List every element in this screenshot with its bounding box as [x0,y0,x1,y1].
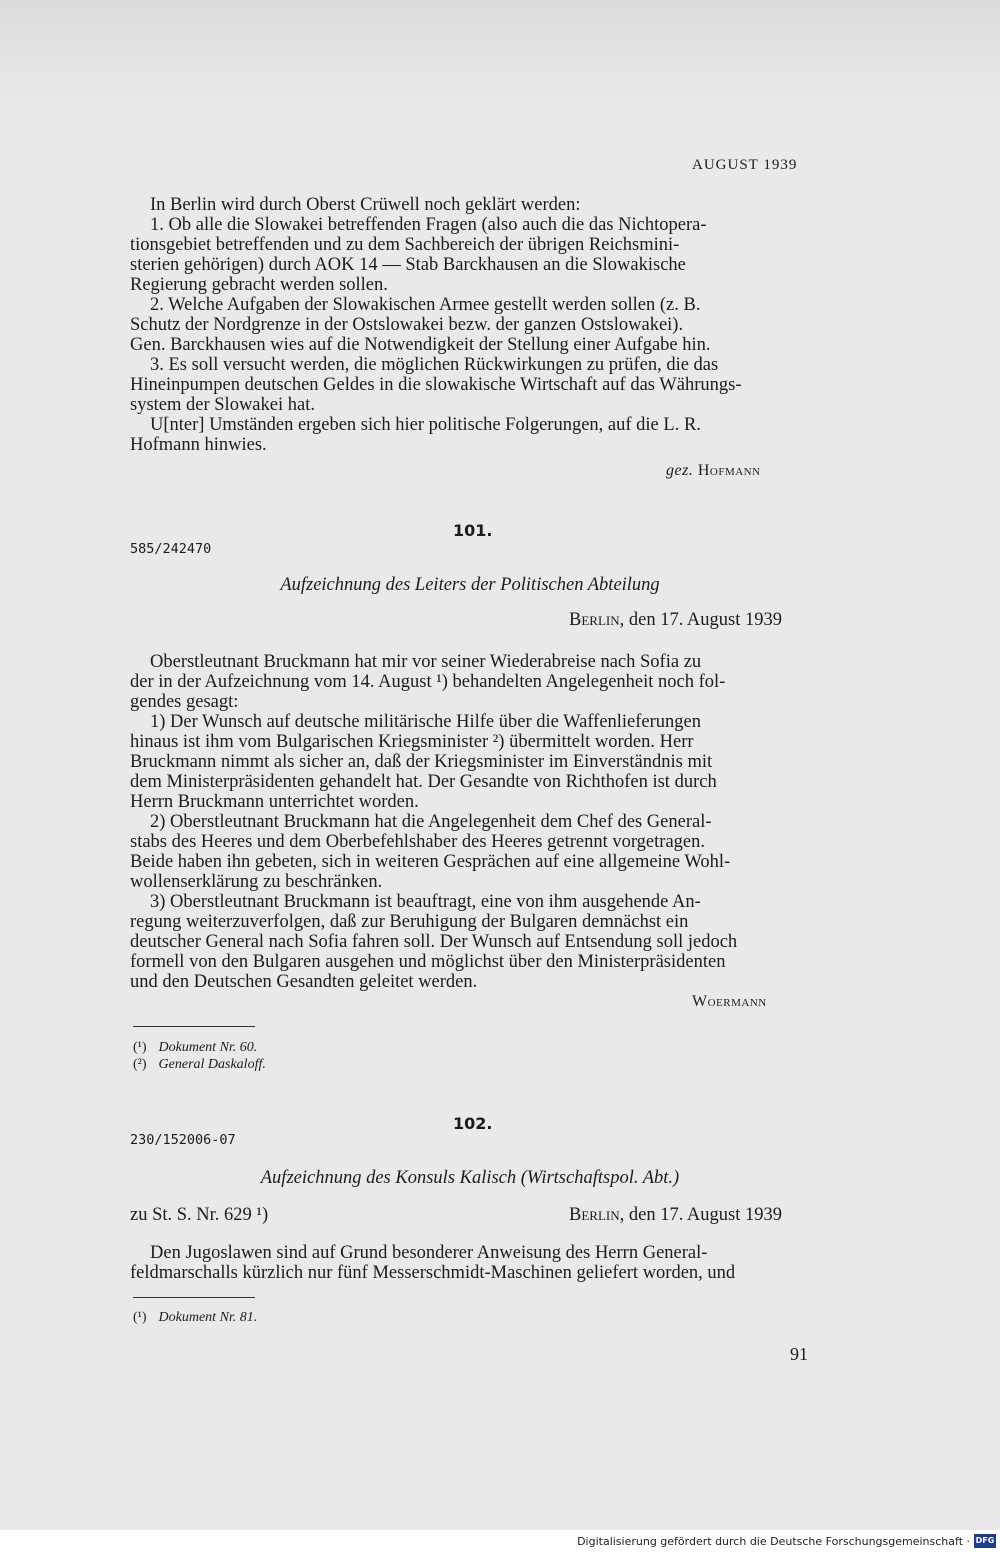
text-line: deutscher General nach Sofia fahren soll. Der Wunsch auf Entsendung soll jedoch [130,932,738,952]
text-line: Herrn Bruckmann unterrichtet worden. [130,792,419,812]
text-line: 3. Es soll versucht werden, die möglichen Rückwirkungen zu prüfen, die das [150,355,719,375]
text-line: 1. Ob alle die Slowakei betreffenden Fragen (also auch die das Nichtopera- [150,215,707,235]
text-line: U[nter] Umständen ergeben sich hier politische Folgerungen, auf die L. R. [150,415,701,435]
text-line: tionsgebiet betreffenden und zu dem Sachbereich der übrigen Reichsmini- [130,235,680,255]
doc-number-102: 102. [453,1114,493,1133]
text-line: 1) Der Wunsch auf deutsche militärische Hilfe über die Waffenlieferungen [150,712,702,732]
text-line: In Berlin wird durch Oberst Crüwell noch geklärt werden: [150,195,581,215]
footer-credit: Digitalisierung gefördert durch die Deutsche Forschungsgemeinschaft · [577,1535,970,1548]
page-number: 91 [790,1344,808,1364]
text-line: Regierung gebracht werden sollen. [130,275,388,295]
prev-doc-text [130,195,810,455]
doc-ref-line-102: zu St. S. Nr. 629 ¹) [130,1205,269,1225]
text-line: sterien gehörigen) durch AOK 14 — Stab Barckhausen an die Slowakische [130,255,686,275]
footnote-rule [133,1297,255,1298]
text-line: dem Ministerpräsidenten gehandelt hat. Der Gesandte von Richthofen ist durch [130,772,717,792]
doc-date-101 [569,610,782,631]
footnote [133,1310,257,1326]
text-line: Den Jugoslawen sind auf Grund besonderer Anweisung des Herrn General- [150,1243,708,1263]
footnote [133,1040,257,1056]
text-line: Beide haben ihn gebeten, sich in weiteren Gesprächen auf eine allgemeine Wohl- [130,852,731,872]
doc-reference-101: 585/242470 [130,541,212,557]
text-line: wollenserklärung zu beschränken. [130,872,383,892]
doc102-text [130,1243,810,1283]
footnote-text: General Daskaloff. [158,1057,266,1072]
footnote-mark: (¹) [133,1310,147,1325]
footnote-rule [133,1026,255,1027]
prev-doc-signature [666,462,761,480]
text-line: Schutz der Nordgrenze in der Ostslowakei bezw. der ganzen Ostslowakei). [130,315,684,335]
text-line: Gen. Barckhausen wies auf die Notwendigkeit der Stellung einer Aufgabe hin. [130,335,711,355]
text-line: Hofmann hinwies. [130,435,267,455]
doc-title-101: Aufzeichnung des Leiters der Politischen Abteilung [280,575,660,595]
text-line: stabs des Heeres und dem Oberbefehlshaber des Heeres getrennt vorgetragen. [130,832,705,852]
signature-name: Hofmann [697,462,761,479]
doc-title-102: Aufzeichnung des Konsuls Kalisch (Wirtschaftspol. Abt.) [260,1168,680,1188]
text-line: Bruckmann nimmt als sicher an, daß der Kriegsminister im Einverständnis mit [130,752,713,772]
date: , den 17. August 1939 [619,1205,782,1225]
doc101-text [130,652,810,992]
text-line: 2) Oberstleutnant Bruckmann hat die Angelegenheit dem Chef des General- [150,812,712,832]
doc101-signature: Woermann [692,993,767,1010]
text-line: und den Deutschen Gesandten geleitet werden. [130,972,478,992]
footnote-text: Dokument Nr. 81. [158,1310,258,1325]
date: , den 17. August 1939 [619,610,782,630]
text-line: hinaus ist ihm vom Bulgarischen Kriegsminister ²) übermittelt worden. Herr [130,732,694,752]
dfg-logo-icon: DFG [974,1534,996,1548]
text-line: gendes gesagt: [130,692,239,712]
text-line: der in der Aufzeichnung vom 14. August ¹) behandelten Angelegenheit noch fol- [130,672,726,692]
footnote-mark: (²) [133,1057,147,1072]
signature-prefix: gez. [666,462,694,479]
text-line: Hineinpumpen deutschen Geldes in die slowakische Wirtschaft auf das Währungs- [130,375,742,395]
footnote-mark: (¹) [133,1040,147,1055]
place: Berlin [569,610,620,630]
text-line: formell von den Bulgaren ausgehen und möglichst über den Ministerpräsidenten [130,952,726,972]
doc-number-101: 101. [453,521,493,540]
text-line: 3) Oberstleutnant Bruckmann ist beauftragt, eine von ihm ausgehende An- [150,892,701,912]
doc-date-102 [569,1205,782,1226]
text-line: system der Slowakei hat. [130,395,315,415]
footnote [133,1057,266,1073]
text-line: feldmarschalls kürzlich nur fünf Messerschmidt-Maschinen geliefert worden, und [130,1263,736,1283]
digitization-footer [0,1530,1000,1554]
place: Berlin [569,1205,620,1225]
footnote-text: Dokument Nr. 60. [158,1040,258,1055]
text-line: Oberstleutnant Bruckmann hat mir vor seiner Wiederabreise nach Sofia zu [150,652,702,672]
running-head: AUGUST 1939 [692,157,798,173]
text-line: regung weiterzuverfolgen, daß zur Beruhigung der Bulgaren demnächst ein [130,912,689,932]
doc-reference-102: 230/152006-07 [130,1132,236,1148]
text-line: 2. Welche Aufgaben der Slowakischen Armee gestellt werden sollen (z. B. [150,295,701,315]
